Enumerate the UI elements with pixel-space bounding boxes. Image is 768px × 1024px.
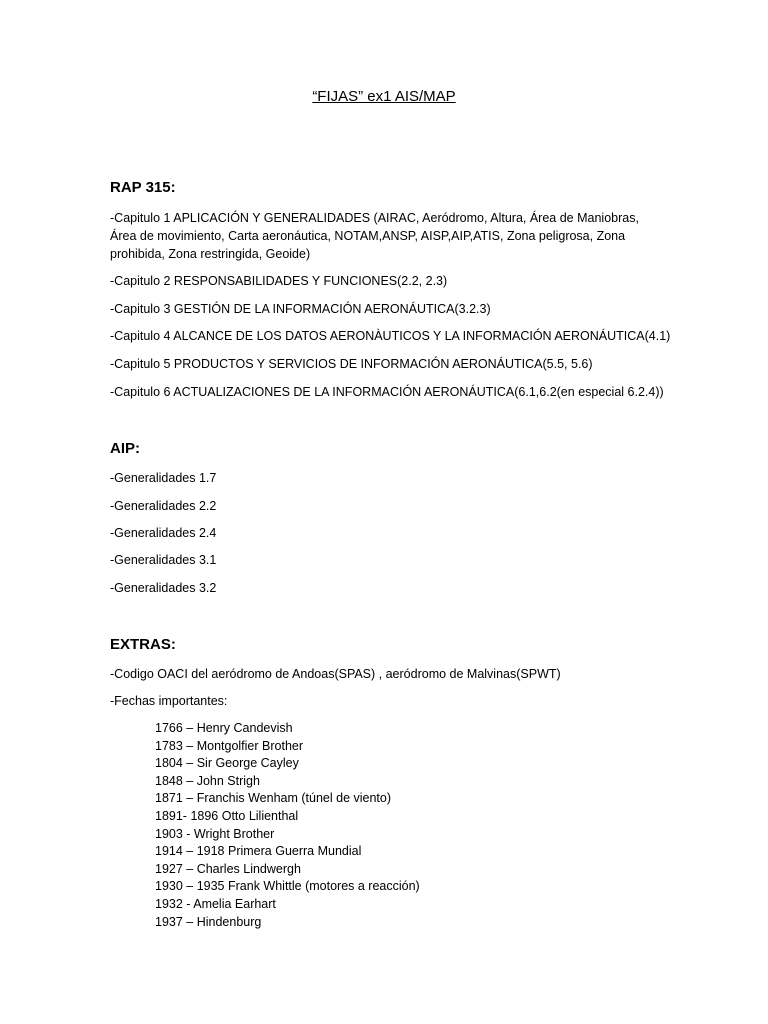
date-item: 1932 - Amelia Earhart — [155, 896, 276, 911]
extras-dates-label: -Fechas importantes: — [110, 694, 228, 708]
aip-item: -Generalidades 3.1 — [110, 553, 217, 567]
rap-chapter-3: -Capitulo 3 GESTIÓN DE LA INFORMACIÓN AERONÁUTICA(3.2.3) — [110, 302, 491, 316]
date-item: 1930 – 1935 Frank Whittle (motores a reacción) — [155, 879, 420, 894]
date-item: 1903 - Wright Brother — [155, 826, 275, 841]
date-item: 1783 – Montgolfier Brother — [155, 738, 304, 753]
important-dates-list — [155, 720, 420, 931]
date-item: 1927 – Charles Lindwergh — [155, 861, 301, 876]
date-item: 1871 – Franchis Wenham (túnel de viento) — [155, 791, 392, 806]
date-item: 1766 – Henry Candevish — [155, 721, 293, 735]
date-item: 1848 – John Strigh — [155, 773, 260, 788]
rap-chapter-6: -Capitulo 6 ACTUALIZACIONES DE LA INFORMACIÓN AERONÁUTICA(6.1,6.2(en especial 6.2.4)) — [110, 385, 664, 399]
aip-item: -Generalidades 2.2 — [110, 499, 217, 513]
document-title — [0, 87, 768, 107]
rap-chapter-5: -Capitulo 5 PRODUCTOS Y SERVICIOS DE INFORMACIÓN AERONÁUTICA(5.5, 5.6) — [110, 357, 593, 371]
date-item: 1937 – Hindenburg — [155, 914, 262, 929]
aip-item: -Generalidades 3.2 — [110, 581, 217, 595]
extras-heading: EXTRAS: — [110, 636, 176, 653]
date-item: 1804 – Sir George Cayley — [155, 756, 299, 771]
document-title-text: “FIJAS” ex1 AIS/MAP — [312, 88, 456, 105]
aip-item: -Generalidades 2.4 — [110, 526, 217, 540]
extras-oaci-codes: -Codigo OACI del aeródromo de Andoas(SPAS) , aeródromo de Malvinas(SPWT) — [110, 667, 561, 681]
aip-heading: AIP: — [110, 440, 140, 457]
rap-chapter-1: -Capitulo 1 APLICACIÓN Y GENERALIDADES (AIRAC, Aeródromo, Altura, Área de Maniobras, Área de movimiento, Carta aeronáutica, NOTAM,ANSP, AISP,AIP,ATIS, Zona peligrosa, Zona prohibida, Zona restringida, Geoide) — [110, 211, 639, 261]
aip-item: -Generalidades 1.7 — [110, 471, 217, 485]
date-item: 1891- 1896 Otto Lilienthal — [155, 808, 299, 823]
rap-chapter-4: -Capitulo 4 ALCANCE DE LOS DATOS AERONÀUTICOS Y LA INFORMACIÓN AERONÁUTICA(4.1) — [110, 329, 671, 343]
rap-chapter-2: -Capitulo 2 RESPONSABILIDADES Y FUNCIONES(2.2, 2.3) — [110, 274, 448, 288]
date-item: 1914 – 1918 Primera Guerra Mundial — [155, 844, 362, 859]
rap-heading: RAP 315: — [110, 179, 176, 196]
